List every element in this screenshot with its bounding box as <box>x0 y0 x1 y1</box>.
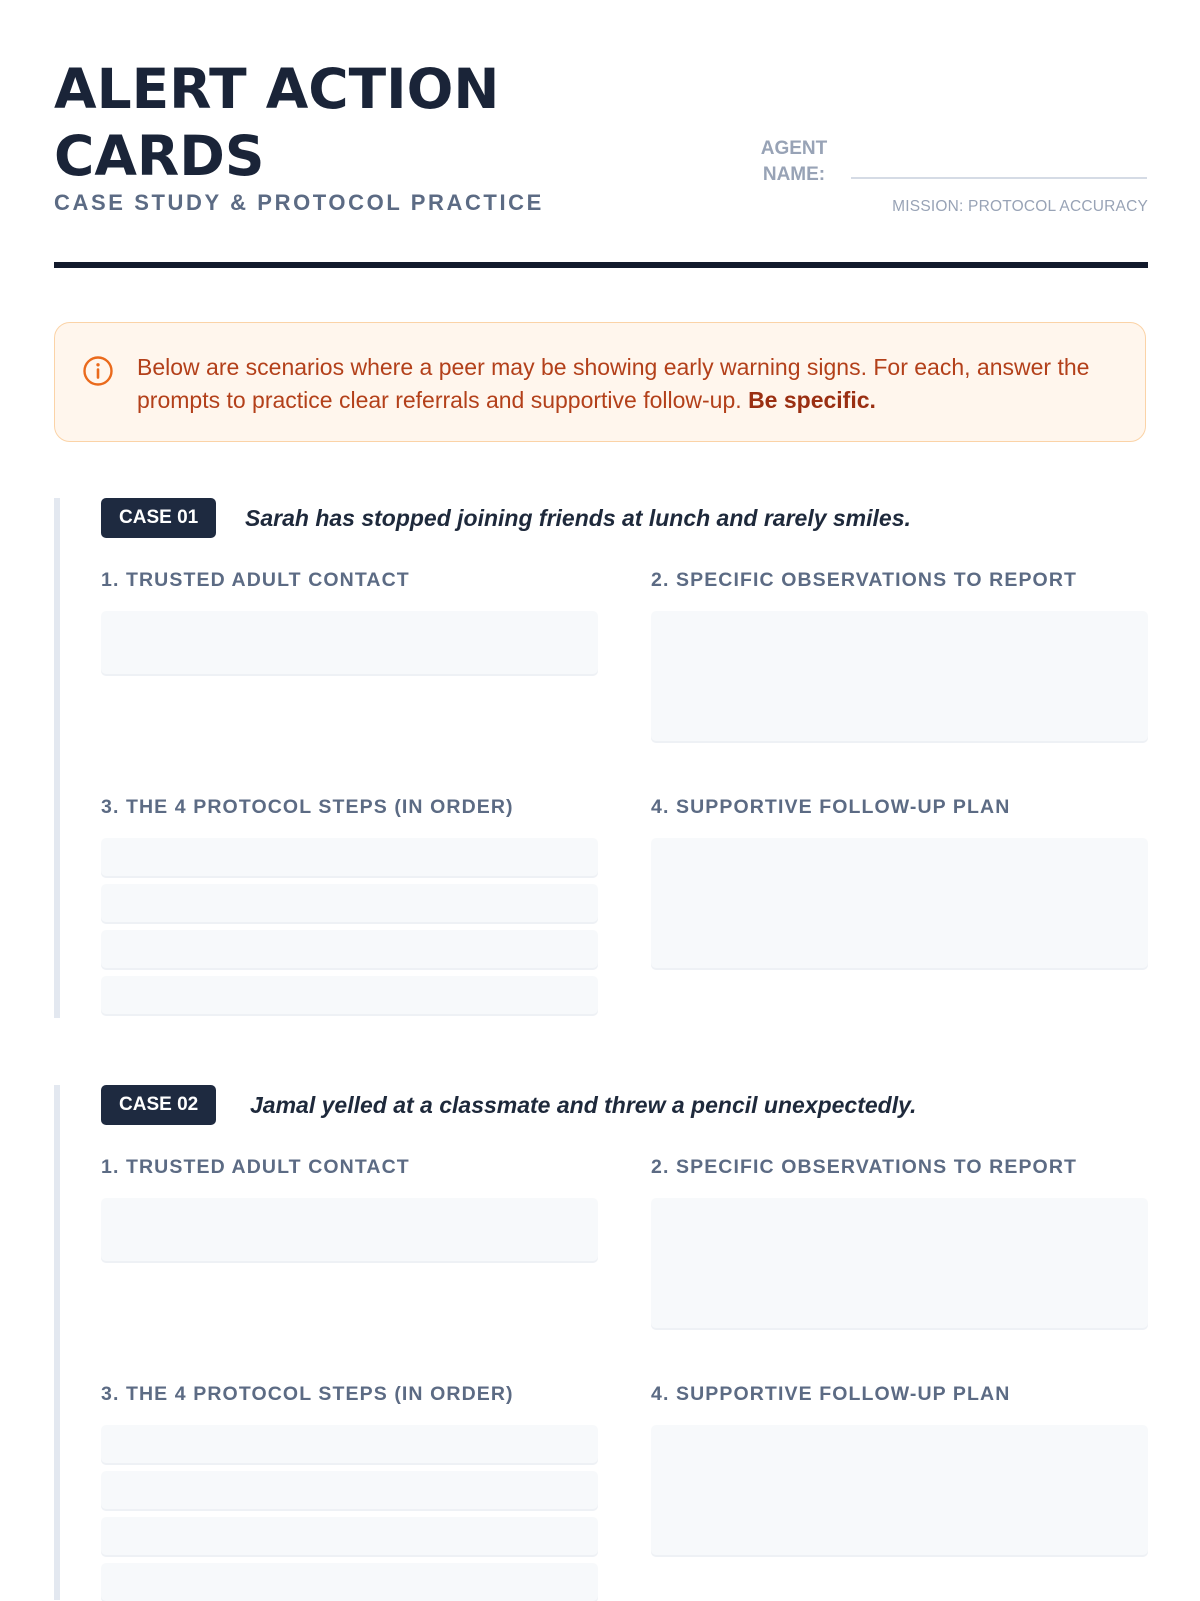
page-subtitle: CASE STUDY & PROTOCOL PRACTICE <box>54 190 544 215</box>
info-circle-icon <box>82 355 114 387</box>
instructions-body: Below are scenarios where a peer may be showing early warning signs. For each, answer the prompts to practice clear referrals and supportive follow-up. <box>137 354 1090 413</box>
protocol-step-field[interactable] <box>101 976 598 1014</box>
follow-up-field[interactable] <box>651 838 1148 968</box>
follow-up-label: 4. SUPPORTIVE FOLLOW-UP PLAN <box>651 796 1011 818</box>
protocol-steps-label: 3. THE 4 PROTOCOL STEPS (IN ORDER) <box>101 796 514 818</box>
header-divider <box>54 262 1148 268</box>
trusted-adult-field[interactable] <box>101 611 598 674</box>
worksheet-page <box>54 0 1148 1600</box>
protocol-step-field[interactable] <box>101 1425 598 1463</box>
protocol-step-field[interactable] <box>101 930 598 968</box>
instructions-emphasis: Be specific. <box>748 387 876 413</box>
instructions-text <box>137 351 1127 417</box>
follow-up-field[interactable] <box>651 1425 1148 1555</box>
case-card <box>54 1085 1148 1600</box>
case-badge: CASE 01 <box>101 498 216 538</box>
trusted-adult-field[interactable] <box>101 1198 598 1261</box>
observations-label: 2. SPECIFIC OBSERVATIONS TO REPORT <box>651 569 1078 591</box>
case-description: Jamal yelled at a classmate and threw a pencil unexpectedly. <box>250 1092 917 1118</box>
protocol-steps-label: 3. THE 4 PROTOCOL STEPS (IN ORDER) <box>101 1383 514 1405</box>
observations-field[interactable] <box>651 1198 1148 1328</box>
protocol-step-field[interactable] <box>101 838 598 876</box>
trusted-adult-label: 1. TRUSTED ADULT CONTACT <box>101 1156 410 1178</box>
agent-name-field[interactable] <box>851 177 1147 179</box>
agent-name-label: AGENT NAME: <box>760 138 828 185</box>
page-title: ALERT ACTION CARDS <box>54 57 500 188</box>
follow-up-label: 4. SUPPORTIVE FOLLOW-UP PLAN <box>651 1383 1011 1405</box>
mission-text: MISSION: PROTOCOL ACCURACY <box>892 198 1148 215</box>
trusted-adult-label: 1. TRUSTED ADULT CONTACT <box>101 569 410 591</box>
case-badge: CASE 02 <box>101 1085 216 1125</box>
protocol-step-field[interactable] <box>101 1563 598 1601</box>
observations-field[interactable] <box>651 611 1148 741</box>
case-description: Sarah has stopped joining friends at lunch and rarely smiles. <box>245 505 911 531</box>
protocol-step-field[interactable] <box>101 884 598 922</box>
instructions-notice <box>54 322 1146 442</box>
protocol-step-field[interactable] <box>101 1471 598 1509</box>
observations-label: 2. SPECIFIC OBSERVATIONS TO REPORT <box>651 1156 1078 1178</box>
case-card <box>54 498 1148 1018</box>
protocol-step-field[interactable] <box>101 1517 598 1555</box>
